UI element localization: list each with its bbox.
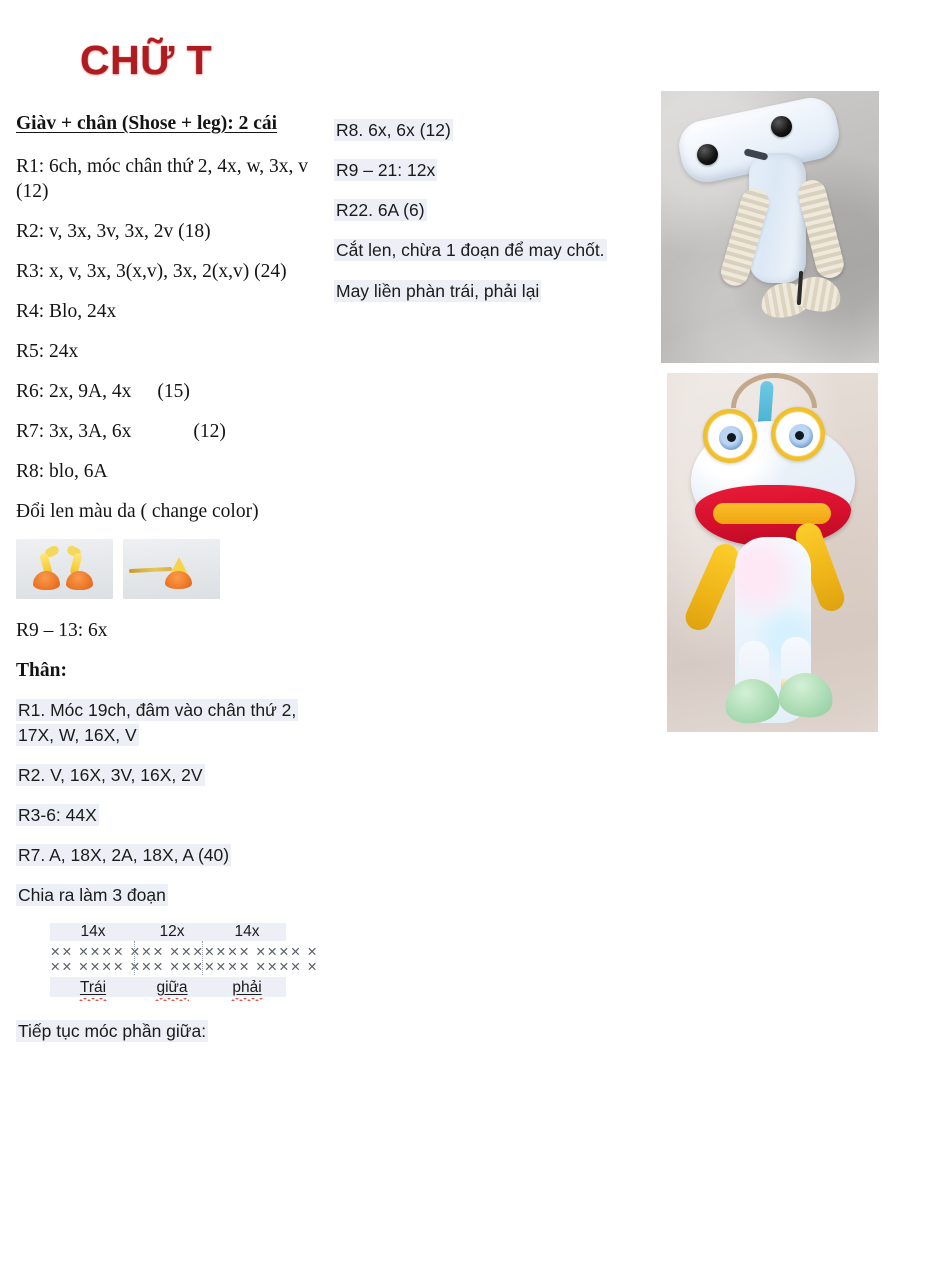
single-shoe bbox=[165, 571, 192, 589]
diagram-count-right: 14x bbox=[234, 923, 260, 941]
row-r6-text: R6: 2x, 9A, 4x bbox=[16, 380, 132, 402]
diagram-count-left: 14x bbox=[80, 923, 106, 941]
diagram-label-middle: giữa bbox=[156, 978, 188, 996]
page-title: CHỮ T bbox=[80, 37, 213, 83]
finished-figure-photo bbox=[667, 373, 878, 732]
hammer-figure-photo bbox=[661, 91, 879, 363]
diagram-divider-right bbox=[202, 941, 204, 975]
shoe-left bbox=[33, 571, 60, 590]
shoe-with-hook-photo bbox=[123, 539, 220, 599]
row-r9-13: R9 – 13: 6x bbox=[16, 620, 108, 642]
figure-pupil-left bbox=[727, 433, 736, 442]
note-change-color: Đổi len màu da ( change color) bbox=[16, 500, 259, 522]
body-row-r3-6: R3-6: 44X bbox=[18, 804, 97, 825]
stitch-row-1: ✕✕ ✕✕✕✕ ✕✕✕ ✕✕✕✕✕✕✕ ✕✕✕✕ ✕ bbox=[50, 944, 319, 960]
row-r6 bbox=[16, 380, 316, 405]
crochet-hook bbox=[129, 567, 172, 573]
mid-row-r9-21: R9 – 21: 12x bbox=[336, 160, 436, 181]
diagram-divider-left bbox=[134, 941, 136, 975]
figure-tongue bbox=[713, 503, 831, 524]
mid-note-sew: May liền phàn trái, phải lại bbox=[336, 280, 540, 301]
section-heading-shoe-leg: Giàv + chân (Shose + leg): 2 cái bbox=[16, 113, 278, 134]
figure-pupil-right bbox=[795, 431, 804, 440]
row-r3: R3: x, v, 3x, 3(x,v), 3x, 2(x,v) (24) bbox=[16, 260, 287, 282]
diagram-stitch-rows bbox=[50, 941, 319, 977]
middle-column bbox=[334, 118, 634, 319]
row-r4: R4: Blo, 24x bbox=[16, 300, 117, 322]
body-row-r1: R1. Móc 19ch, đâm vào chân thứ 2, 17X, W, 16X, V bbox=[18, 700, 297, 745]
mid-row-r8: R8. 6x, 6x (12) bbox=[336, 120, 451, 140]
row-r7 bbox=[16, 420, 316, 445]
crochet-eye-left bbox=[697, 144, 718, 165]
mid-note-cut-yarn: Cắt len, chừa 1 đoạn để may chốt. bbox=[336, 240, 605, 261]
body-row-r7: R7. A, 18X, 2A, 18X, A (40) bbox=[18, 844, 230, 865]
body-row-split: Chia ra làm 3 đoạn bbox=[18, 885, 166, 906]
mid-row-r22: R22. 6A (6) bbox=[336, 200, 425, 221]
stitch-row-2: ✕✕ ✕✕✕✕ ✕✕✕ ✕✕✕✕✕✕✕ ✕✕✕✕ ✕ bbox=[50, 958, 319, 974]
left-column bbox=[16, 112, 319, 1059]
row-r5: R5: 24x bbox=[16, 340, 79, 362]
diagram-label-right: phải bbox=[232, 978, 262, 996]
body-row-r2: R2. V, 16X, 3V, 16X, 2V bbox=[18, 764, 203, 785]
row-r1: R1: 6ch, móc chân thứ 2, 4x, w, 3x, v (12) bbox=[16, 155, 309, 202]
closing-note: Tiếp tục móc phần giữa: bbox=[18, 1020, 207, 1041]
shoe-right bbox=[66, 571, 93, 590]
two-orange-shoes-photo bbox=[16, 539, 113, 599]
row-r8: R8: blo, 6A bbox=[16, 460, 108, 482]
diagram-labels bbox=[50, 977, 286, 997]
thumbnail-row bbox=[16, 539, 316, 599]
row-r7-count: (12) bbox=[193, 420, 226, 442]
row-r2: R2: v, 3x, 3v, 3x, 2v (18) bbox=[16, 220, 211, 242]
row-r6-count: (15) bbox=[157, 380, 190, 402]
crochet-eye-right bbox=[771, 116, 792, 137]
diagram-count-middle: 12x bbox=[159, 923, 185, 941]
row-r7-text: R7: 3x, 3A, 6x bbox=[16, 420, 132, 442]
diagram-counts bbox=[50, 923, 286, 941]
stitch-diagram bbox=[50, 923, 319, 997]
section-heading-than: Thân: bbox=[16, 660, 67, 682]
diagram-label-left: Trái bbox=[79, 978, 107, 996]
